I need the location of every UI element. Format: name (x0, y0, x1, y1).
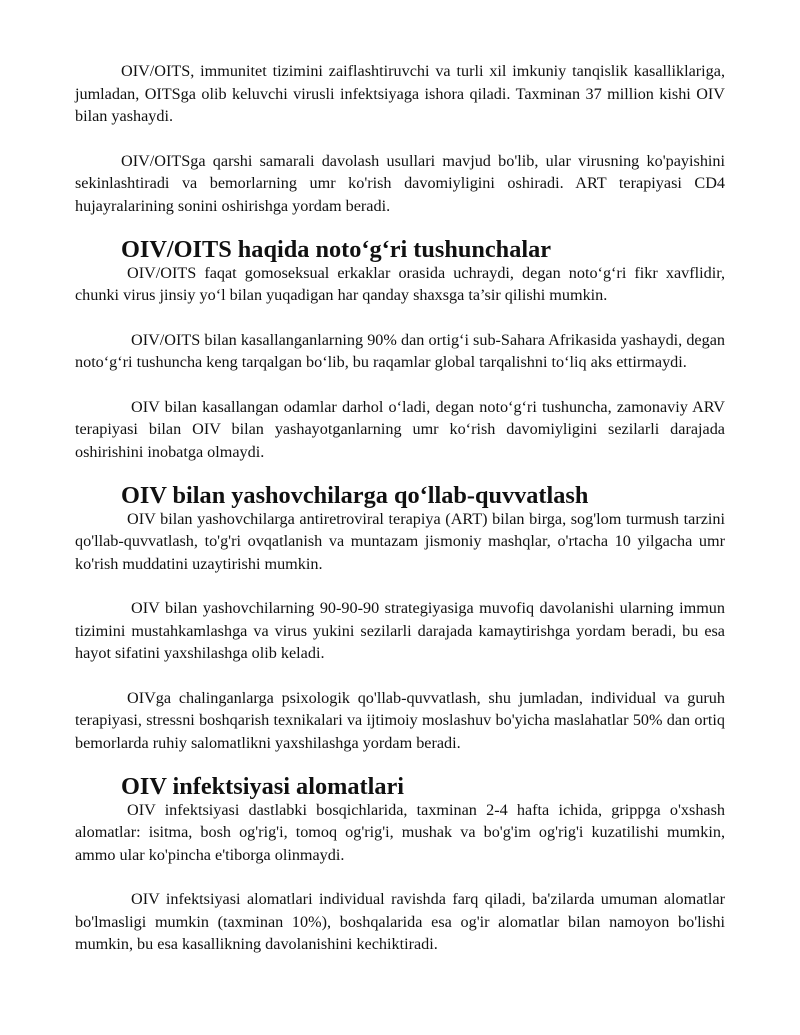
section-paragraph: OIVga chalinganlarga psixologik qo'llab-quvvatlash, shu jumladan, individual va guruh terapiyasi, stressni boshqarish texnikalari va ijtimoiy moslashuv bo'yicha maslahatlar 50% dan ortiq bemorlarda ruhiy salomatlikni yaxshilashga yordam beradi. (75, 688, 725, 752)
section-paragraph: OIV infektsiyasi dastlabki bosqichlarida, taxminan 2-4 hafta ichida, grippga o'xshash alomatlar: isitma, bosh og'rig'i, tomoq og'rig'i, mushak va bo'g'im og'rig'i kuzatilishi mumkin, ammo ular ko'pincha e'tiborga olinmaydi. (75, 800, 725, 864)
section-paragraph: OIV bilan yashovchilarning 90-90-90 strategiyasiga muvofiq davolanishi ularning immun tizimini mustahkamlashga va virus yukini sezilarli darajada kamaytirishga yordam beradi, bu esa hayot sifatini yaxshilashga olib keladi. (75, 599, 725, 662)
section-paragraph: OIV bilan kasallangan odamlar darhol o‘ladi, degan noto‘g‘ri tushuncha, zamonaviy ARV terapiyasi bilan OIV bilan yashayotganlarning umr ko‘rish davomiyligini sezilarli darajada oshirishini inobatga olmaydi. (75, 397, 725, 461)
section-misconceptions (75, 236, 725, 463)
section-support (75, 482, 725, 754)
intro-paragraph: OIV/OITSga qarshi samarali davolash usullari mavjud bo'lib, ular virusning ko'payishini sekinlashtiradi va bemorlarning umr ko'rish davomiyligini oshiradi. ART terapiyasi CD4 hujayralarining sonini oshirishga yordam beradi. (75, 151, 725, 215)
section-paragraph: OIV infektsiyasi alomatlari individual ravishda farq qiladi, ba'zilarda umuman alomatlar bo'lmasligi mumkin (taxminan 10%), boshqalarida esa og'ir alomatlar bilan namoyon bo'lishi mumkin, bu esa kasallikning davolanishini kechiktiradi. (75, 890, 725, 953)
section-symptoms (75, 773, 725, 956)
intro-paragraph: OIV/OITS, immunitet tizimini zaiflashtiruvchi va turli xil imkuniy tanqislik kasalliklariga, jumladan, OITSga olib keluvchi virusli infektsiyaga ishora qiladi. Taxminan 37 million kishi OIV bilan yashaydi. (75, 62, 725, 125)
section-heading: OIV bilan yashovchilarga qo‘llab-quvvatlash (121, 482, 589, 509)
section-heading: OIV/OITS haqida noto‘g‘ri tushunchalar (121, 236, 552, 263)
section-heading: OIV infektsiyasi alomatlari (121, 773, 405, 800)
section-paragraph: OIV/OITS bilan kasallanganlarning 90% dan ortig‘i sub-Sahara Afrikasida yashaydi, degan noto‘g‘ri tushuncha keng tarqalgan bo‘lib, bu raqamlar global tarqalishni to‘liq aks ettirmaydi. (75, 330, 725, 371)
section-paragraph: OIV bilan yashovchilarga antiretroviral terapiya (ART) bilan birga, sog'lom turmush tarzini qo'llab-quvvatlash, to'g'ri ovqatlanish va muntazam jismoniy mashqlar, o'rtacha 10 yilgacha umr ko'rish muddatini uzaytirishi mumkin. (75, 509, 725, 573)
section-paragraph: OIV/OITS faqat gomoseksual erkaklar orasida uchraydi, degan noto‘g‘ri fikr xavflidir, chunki virus jinsiy yo‘l bilan yuqadigan har qanday shaxsga ta’sir qilishi mumkin. (75, 263, 725, 304)
